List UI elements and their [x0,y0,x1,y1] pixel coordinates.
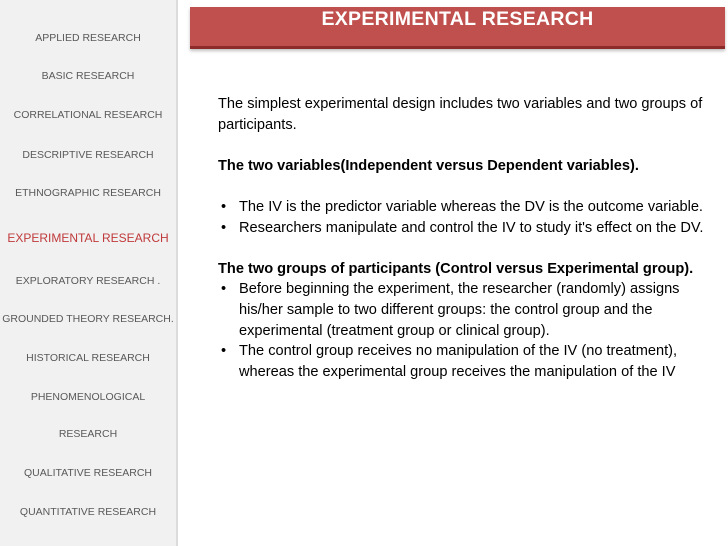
page-title: EXPERIMENTAL RESEARCH [321,8,594,30]
sidebar-item-phenomenological[interactable]: PHENOMENOLOGICAL [30,391,146,403]
sidebar-item-basic-research[interactable]: BASIC RESEARCH [41,70,135,82]
variables-heading: The two variables(Independent versus Dependent variables). [218,157,639,174]
list-item [218,197,723,218]
list-item [218,341,723,382]
list-item [218,218,723,239]
bullet-text: The control group receives no manipulation of the IV (no treatment), whereas the experimental group receives the manipulation of the IV [239,343,678,380]
sidebar-item-applied-research[interactable]: APPLIED RESEARCH [35,32,141,44]
sidebar-item-grounded-theory-research[interactable]: GROUNDED THEORY RESEARCH. [2,313,174,325]
bullet-icon: • [221,219,227,236]
intro-paragraph: The simplest experimental design includes two variables and two groups of participants. [218,96,703,133]
sidebar-item-historical-research[interactable]: HISTORICAL RESEARCH [26,352,150,364]
sidebar-item-quantitative-research[interactable]: QUANTITATIVE RESEARCH [19,506,157,518]
sidebar-item-ethnographic-research[interactable]: ETHNOGRAPHIC RESEARCH [15,187,161,199]
sidebar-item-correlational-research[interactable]: CORRELATIONAL RESEARCH [13,109,163,121]
bullet-icon: • [221,281,227,298]
sidebar-item-descriptive-research[interactable]: DESCRIPTIVE RESEARCH [22,149,154,161]
list-item [218,279,723,341]
bullet-icon: • [221,198,227,215]
sidebar-item-phenomenological-research[interactable]: RESEARCH [58,428,118,440]
bullet-text: Before beginning the experiment, the researcher (randomly) assigns his/her sample to two different groups: the control group and the experimental (treatment group or clinical group). [239,281,680,339]
groups-heading: The two groups of participants (Control versus Experimental group). [218,260,694,277]
sidebar-nav [0,0,178,546]
sidebar-item-qualitative-research[interactable]: QUALITATIVE RESEARCH [24,467,152,479]
slide-body [218,94,723,382]
bullet-icon: • [221,343,227,360]
groups-bullet-list [218,279,723,382]
bullet-text: The IV is the predictor variable whereas the DV is the outcome variable. [239,198,703,215]
sidebar-item-exploratory-research[interactable]: EXPLORATORY RESEARCH . [15,275,161,287]
bullet-text: Researchers manipulate and control the IV to study it's effect on the DV. [239,219,704,236]
variables-bullet-list [218,197,723,238]
sidebar-item-experimental-research[interactable]: EXPERIMENTAL RESEARCH [7,231,169,245]
